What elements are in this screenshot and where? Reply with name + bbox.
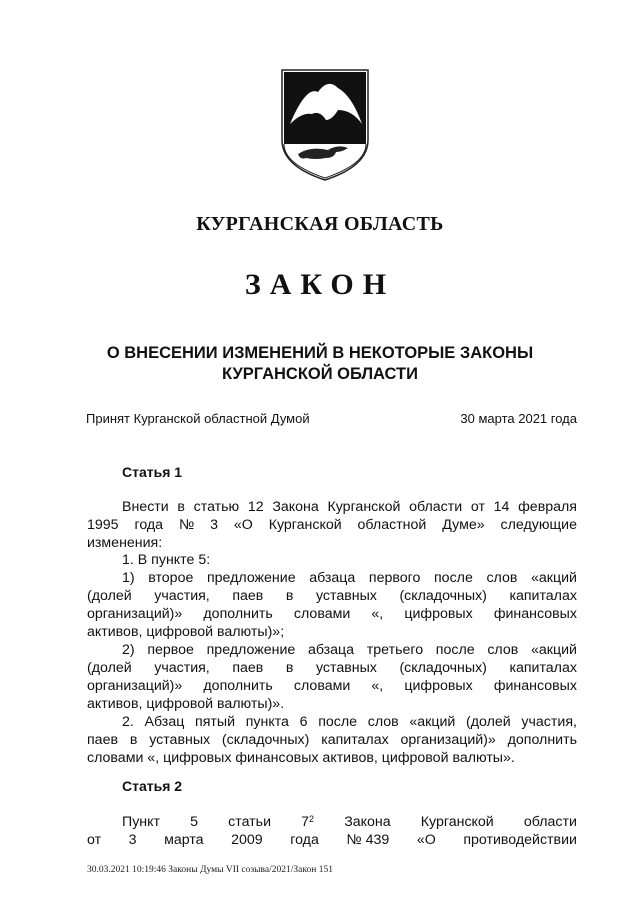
word: третьего	[366, 642, 424, 658]
word: предложение	[206, 570, 296, 586]
word: уставных	[149, 732, 211, 748]
word: «акций	[531, 570, 577, 586]
word: года	[290, 832, 319, 848]
word: цифровых	[404, 678, 473, 694]
word: марта	[164, 832, 204, 848]
article-1-line-6	[87, 587, 577, 606]
word: Курганской	[268, 517, 342, 533]
article-2-word: Курганской	[420, 814, 494, 830]
word: областной	[357, 517, 427, 533]
word: Курганской	[327, 499, 401, 515]
word: паев	[232, 660, 264, 676]
article-1-line-8: активов, цифровой валюты)»;	[87, 624, 285, 640]
article-2-heading: Статья 2	[122, 778, 183, 794]
article-2-line-2	[87, 831, 577, 850]
word: в	[129, 732, 138, 748]
word: февраля	[518, 499, 577, 515]
word: противодействии	[463, 832, 577, 848]
word: пятый	[195, 714, 236, 730]
word: № 439	[346, 832, 390, 848]
word: после	[434, 570, 473, 586]
article-1-line-13	[122, 713, 577, 732]
word: 12	[247, 499, 264, 515]
word: от	[87, 832, 102, 848]
word: после	[318, 714, 358, 730]
word: (долей	[87, 588, 132, 604]
law-title-line-1: О ВНЕСЕНИИ ИЗМЕНЕНИЙ В НЕКОТОРЫЕ ЗАКОНЫ	[106, 344, 534, 362]
coat-of-arms-icon	[276, 66, 374, 182]
word: цифровых	[404, 606, 473, 622]
article-1-line-12: активов, цифровой валюты)».	[87, 696, 285, 712]
article-1-line-11	[87, 677, 577, 696]
word: (складочных)	[399, 660, 487, 676]
word: в	[177, 499, 185, 515]
word: участия,	[154, 588, 210, 604]
word: паев	[232, 588, 264, 604]
word: 6	[299, 714, 308, 730]
article-2-word: Закона	[344, 814, 391, 830]
word: статью	[193, 499, 240, 515]
word: «О	[233, 517, 253, 533]
word: области	[409, 499, 463, 515]
word: первого	[368, 570, 421, 586]
article-number: 7	[301, 814, 310, 830]
word: финансовых	[493, 606, 577, 622]
word: организаций)»	[87, 606, 183, 622]
region-name: КУРГАНСКАЯ ОБЛАСТЬ	[196, 213, 444, 235]
article-2-word: 5	[190, 814, 199, 830]
word: финансовых	[493, 678, 577, 694]
article-number-with-superscript	[301, 813, 314, 832]
word: уставных	[315, 660, 377, 676]
word: слов	[367, 714, 399, 730]
word: (долей	[87, 660, 132, 676]
word: первое	[147, 642, 194, 658]
word: капиталах	[321, 732, 389, 748]
word: «,	[371, 606, 384, 622]
word: организаций)»	[87, 678, 183, 694]
word: абзаца	[309, 570, 356, 586]
word: №	[178, 517, 195, 533]
article-2-line-1	[122, 813, 577, 832]
article-1-line-5	[122, 569, 577, 588]
word: «акций	[409, 714, 456, 730]
word: второе	[148, 570, 194, 586]
law-title	[60, 343, 580, 385]
document-type: ЗАКОН	[244, 268, 396, 301]
article-2-word: статьи	[228, 814, 271, 830]
article-1-line-10	[87, 659, 577, 678]
article-1-line-4: 1. В пункте 5:	[122, 552, 211, 568]
word: абзаца	[307, 642, 355, 658]
article-1-heading: Статья 1	[122, 464, 183, 480]
article-1-line-15: словами «, цифровых финансовых активов, цифровой валюты».	[87, 750, 515, 766]
word: дополнить	[507, 732, 577, 748]
word: Закона	[272, 499, 319, 515]
word: словами	[293, 678, 351, 694]
article-1-line-9	[122, 641, 577, 660]
adopted-by: Принят Курганской областной Думой	[86, 411, 310, 426]
word: дополнить	[203, 606, 273, 622]
word: 3	[210, 517, 218, 533]
word: организаций)»	[400, 732, 496, 748]
word: «О	[416, 832, 436, 848]
word: участия,	[521, 714, 577, 730]
article-1-line-1	[122, 498, 577, 517]
word: дополнить	[203, 678, 273, 694]
word: (складочных)	[221, 732, 310, 748]
word: 1)	[122, 570, 135, 586]
article-1-line-3: изменения:	[87, 535, 163, 551]
word: Абзац	[144, 714, 185, 730]
word: паев	[87, 732, 119, 748]
article-2-word: области	[523, 814, 577, 830]
word: капиталах	[509, 660, 577, 676]
word: Внести	[122, 499, 169, 515]
adoption-date: 30 марта 2021 года	[460, 411, 577, 426]
article-superscript: 2	[309, 814, 315, 824]
word: капиталах	[509, 588, 577, 604]
word: после	[435, 642, 475, 658]
word: слов	[487, 642, 519, 658]
word: в	[285, 588, 294, 604]
article-1-line-14	[87, 731, 577, 750]
word: участия,	[154, 660, 210, 676]
word: (складочных)	[399, 588, 487, 604]
word: 3	[128, 832, 137, 848]
word: 2.	[122, 714, 134, 730]
word: 1995	[87, 517, 119, 533]
article-1-line-2	[87, 516, 577, 535]
word: уставных	[315, 588, 377, 604]
word: «,	[371, 678, 384, 694]
document-footer: 30.03.2021 10:19:46 Законы Думы VII созыва/2021/Закон 151	[87, 865, 333, 875]
word: «акций	[530, 642, 577, 658]
word: 2009	[231, 832, 263, 848]
word: пункта	[245, 714, 289, 730]
word: словами	[293, 606, 351, 622]
word: в	[285, 660, 294, 676]
word: 2)	[122, 642, 135, 658]
article-1-line-7	[87, 605, 577, 624]
article-2-word: Пункт	[122, 814, 160, 830]
word: (долей	[466, 714, 511, 730]
word: от	[470, 499, 485, 515]
word: следующие	[500, 517, 577, 533]
word: предложение	[206, 642, 296, 658]
law-title-line-2: КУРГАНСКОЙ ОБЛАСТИ	[222, 365, 418, 383]
word: Думе»	[442, 517, 485, 533]
word: года	[134, 517, 164, 533]
word: 14	[493, 499, 510, 515]
word: слов	[486, 570, 518, 586]
